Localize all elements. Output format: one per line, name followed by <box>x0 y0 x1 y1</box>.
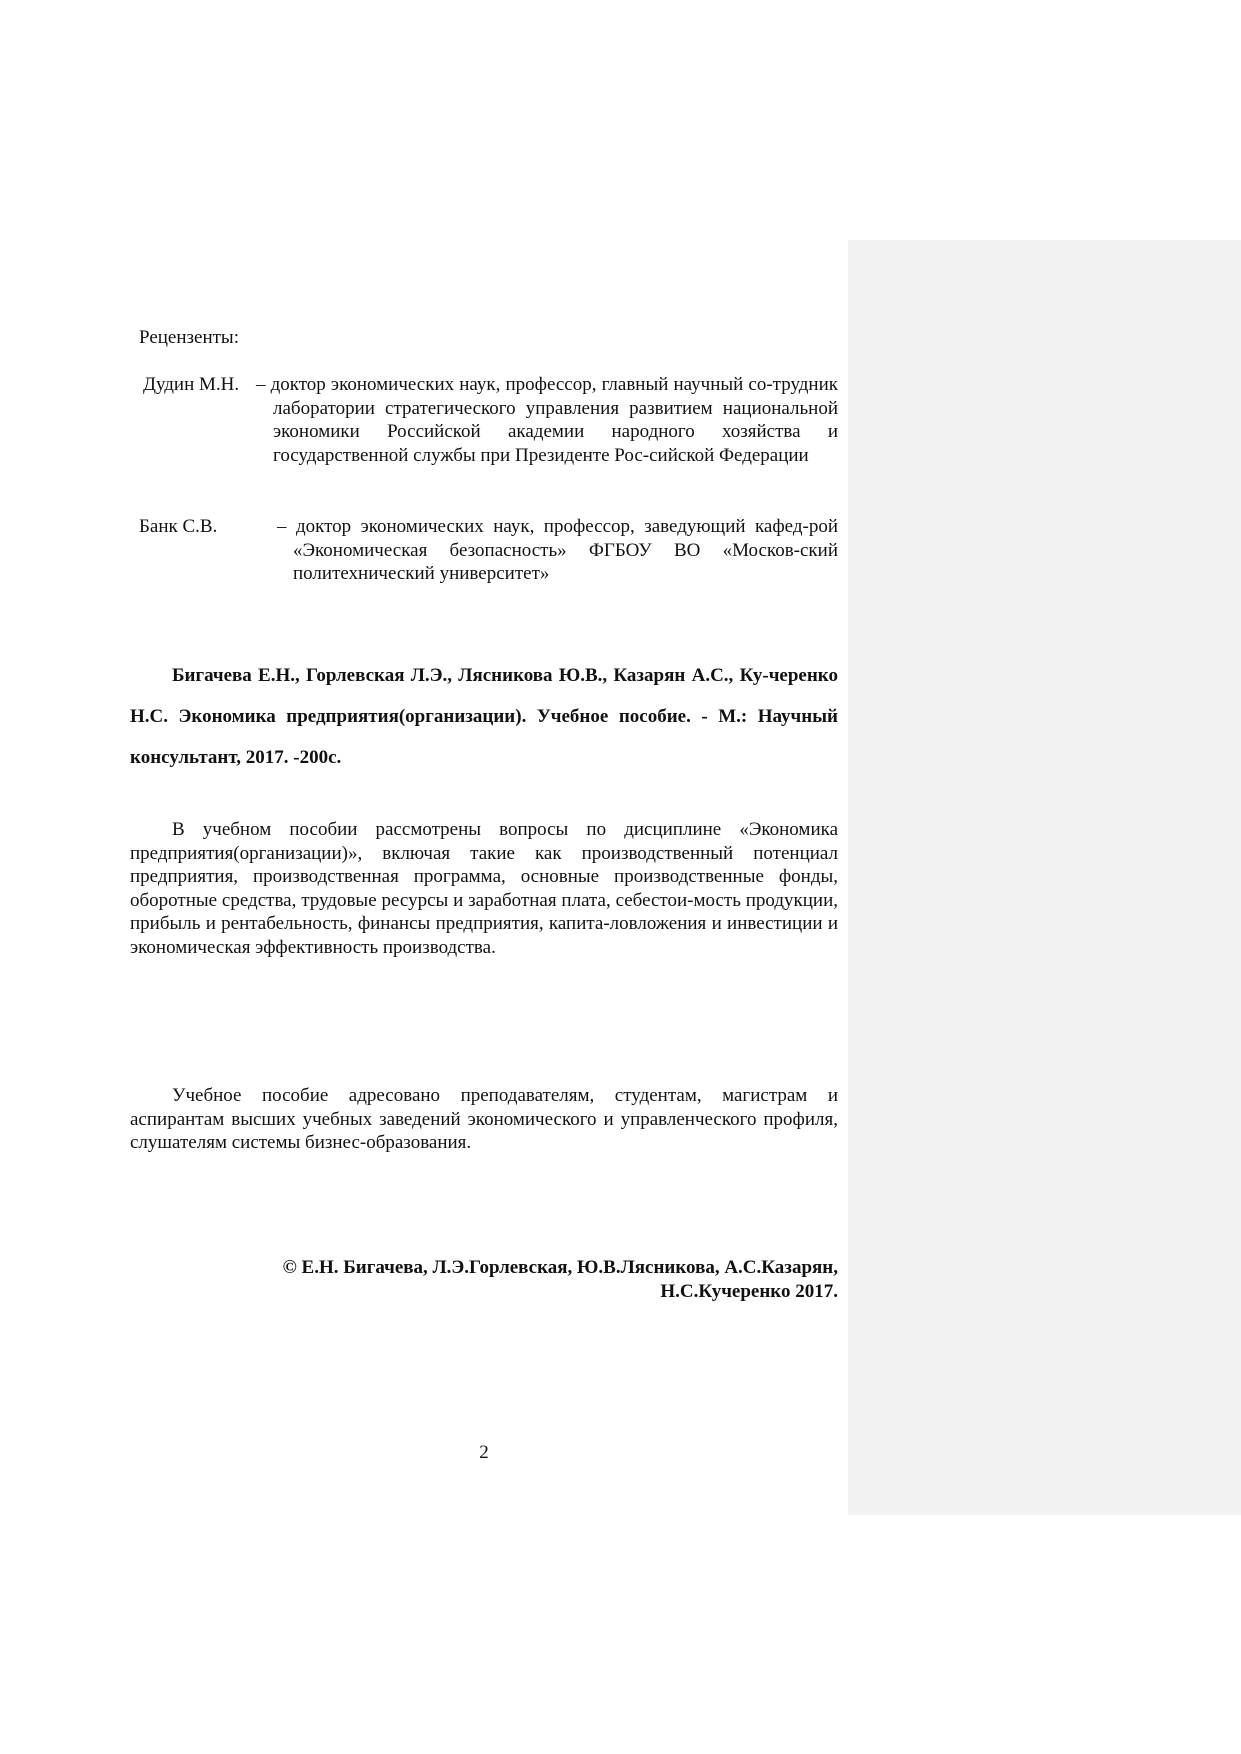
reviewer-description-text: – доктор экономических наук, профессор, главный научный со-трудник лаборатории стратегического управления развитием национальной экономики Российской академии народного хозяйства и государственной службы при Президенте Рос-сийской Федерации <box>256 374 838 466</box>
reviewer-description-text: – доктор экономических наук, профессор, заведующий кафед-рой «Экономическая безопасность» ФГБОУ ВО «Москов-ский политехнический университет» <box>277 516 838 584</box>
reviewer-name: Банк С.В. <box>139 516 218 537</box>
summary-paragraph: В учебном пособии рассмотрены вопросы по дисциплине «Экономика предприятия(организации)», включая такие как производственный потенциал предприятия, производственная программа, основные производственные фонды, оборотные средства, трудовые ресурсы и заработная плата, себестои-мость продукции, прибыль и рентабельность, финансы предприятия, капита-ловложения и инвестиции и экономическая эффективность производства. <box>130 819 838 958</box>
comment-pane <box>848 240 1241 1515</box>
reviewers-title: Рецензенты: <box>139 327 239 348</box>
page-number: 2 <box>479 1442 489 1463</box>
copyright-notice <box>130 1256 838 1303</box>
copyright-line-2: Н.С.Кучеренко 2017. <box>660 1280 838 1302</box>
bibliographic-citation: Бигачева Е.Н., Горлевская Л.Э., Лясникова Ю.В., Казарян А.С., Ку-черенко Н.С. Экономика предприятия(организации). Учебное пособие. - М.: Научный консультант, 2017. -200с. <box>130 665 838 768</box>
reviewer-name: Дудин М.Н. <box>143 374 240 395</box>
audience-paragraph: Учебное пособие адресовано преподавателям, студентам, магистрам и аспирантам высших учебных заведений экономического и управленческого профиля, слушателям системы бизнес-образования. <box>130 1085 838 1153</box>
reviewer-description <box>276 515 838 586</box>
reviewer-description <box>256 373 838 467</box>
copyright-line-1: © Е.Н. Бигачева, Л.Э.Горлевская, Ю.В.Лясникова, А.С.Казарян, <box>282 1257 838 1278</box>
